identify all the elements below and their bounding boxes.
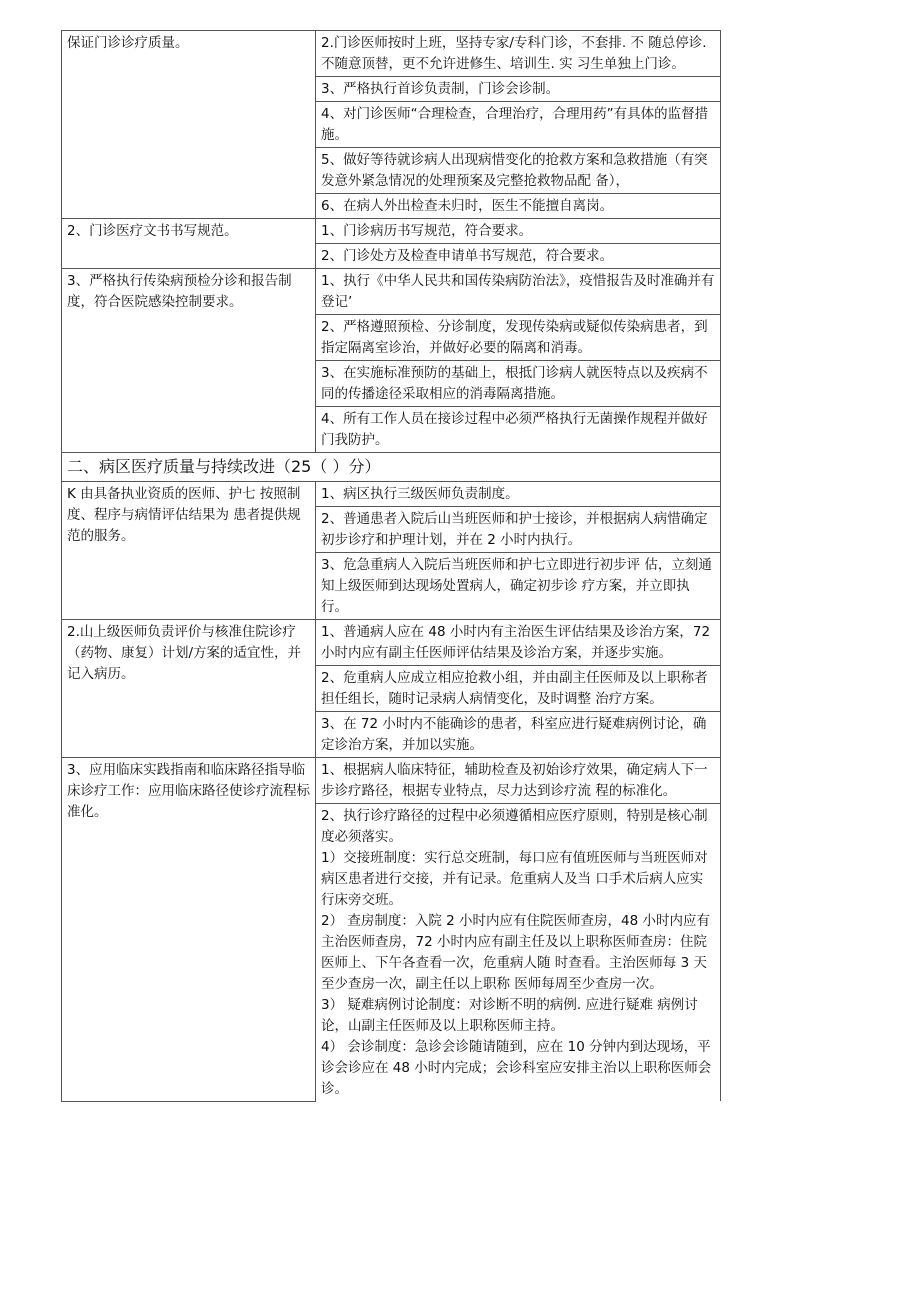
section-title: 二、病区医疗质量与持续改进（25（ ）分） bbox=[62, 453, 721, 482]
quality-standards-table bbox=[61, 30, 721, 1102]
requirement-cell: 3、严格执行传染病预检分诊和报告制度，符合医院感染控制要求。 bbox=[62, 269, 316, 453]
criterion-cell: 1、执行《中华人民共和国传染病防治法》，疫惜报告及时准确并有登记’ bbox=[316, 269, 721, 315]
criterion-cell: 2、危重病人应成立相应抢救小组，并由副主任医师及以上职称者担任组长，随时记录病人病情变化，及时调整 治疗方案。 bbox=[316, 666, 721, 712]
requirement-cell: 2、门诊医疗文书书写规范。 bbox=[62, 219, 316, 269]
table-row bbox=[62, 269, 721, 315]
criterion-cell: 3、在 72 小时内不能确诊的患者，科室应进行疑难病例讨论，确定诊治方案，并加以实施。 bbox=[316, 712, 721, 758]
criterion-cell: 1、根据病人临床特征，辅助检查及初始诊疗效果，确定病人下一步诊疗路径，根据专业特点，尽力达到诊疗流 程的标准化。 bbox=[316, 758, 721, 804]
requirement-cell: K 由具备执业资质的医师、护七 按照制度、程序与病情评估结果为 患者提供规范的服务。 bbox=[62, 482, 316, 620]
core-system-paragraph: 4） 会诊制度：急诊会诊随请随到，应在 10 分钟内到达现场，平诊会诊应在 48 小时内完成；会诊科室应安排主治以上职称医师会诊。 bbox=[321, 1039, 712, 1097]
requirement-cell: 保证门诊诊疗质量。 bbox=[62, 31, 316, 219]
requirement-cell: 2.山上级医师负责评价与核准住院诊疗（药物、康复）计划/方案的适宜性，并记入病历。 bbox=[62, 620, 316, 758]
core-system-paragraph: 2、执行诊疗路径的过程中必须遵循相应医疗原则，特别是核心制度必须落实。 bbox=[321, 808, 708, 845]
table-row bbox=[62, 219, 721, 244]
table-row bbox=[62, 482, 721, 507]
criterion-cell: 6、在病人外出检查未归时，医生不能擅自离岗。 bbox=[316, 194, 721, 219]
criterion-cell: 3、在实施标准预防的基础上，根抵门诊病人就医特点以及疾病不同的传播途径采取相应的消毒隔离措施。 bbox=[316, 361, 721, 407]
criterion-cell: 2.门诊医师按时上班，坚持专家/专科门诊，不套排. 不 随总停诊. 不随意顶替，更不允许进修生、培训生. 实 习生单独上门诊。 bbox=[316, 31, 721, 77]
criterion-cell: 2、门诊处方及检查申请单书写规范，符合要求。 bbox=[316, 244, 721, 269]
criterion-cell: 1、病区执行三级医师负责制度。 bbox=[316, 482, 721, 507]
document-sheet bbox=[61, 30, 721, 1102]
table-row bbox=[62, 758, 721, 804]
criterion-cell-core-systems bbox=[316, 804, 721, 1102]
table-row bbox=[62, 31, 721, 77]
requirement-cell: 3、应用临床实践指南和临床路径指导临床诊疗工作：应用临床路径使诊疗流程标准化。 bbox=[62, 758, 316, 1102]
criterion-cell: 2、严格遵照预检、分诊制度，发现传染病或疑似传染病患者，到指定隔离室诊治，并做好必要的隔离和消毒。 bbox=[316, 315, 721, 361]
criterion-cell: 3、严格执行首诊负责制，门诊会诊制。 bbox=[316, 77, 721, 102]
criterion-cell: 3、危急重病人入院后当班医师和护七立即进行初步评 估，立刻通知上级医师到达现场处置病人，确定初步诊 疗方案，并立即执行。 bbox=[316, 553, 721, 620]
criterion-cell: 4、所有工作人员在接诊过程中必须严格执行无菌操作规程并做好门我防护。 bbox=[316, 407, 721, 453]
core-system-paragraph: 2） 查房制度：入院 2 小时内应有住院医师查房，48 小时内应有主治医师查房，72 小时内应有副主任及以上职称医师查房：住院医师上、下午各查看一次，危重病人随 时查看。主治医师每 3 天至少查房一次，副主任以上职称 医师每周至少查房一次。 bbox=[321, 913, 711, 992]
criterion-cell: 1、门诊病历书写规范，符合要求。 bbox=[316, 219, 721, 244]
section-header-row bbox=[62, 453, 721, 482]
criterion-cell: 1、普通病人应在 48 小时内有主治医生评估结果及诊治方案，72 小时内应有副主任医师评估结果及诊治方案，并逐步实施。 bbox=[316, 620, 721, 666]
criterion-cell: 2、普通患者入院后山当班医师和护士接诊，并根据病人病惜确定初步诊疗和护理计划，并在 2 小时内执行。 bbox=[316, 507, 721, 553]
criterion-cell: 4、对门诊医师“合理检查，合理治疗，合理用药”有具体的监督措施。 bbox=[316, 102, 721, 148]
core-system-paragraph: 3） 疑难病例讨论制度：对诊断不明的病例. 应进行疑难 病例讨论，山副主任医师及以上职称医师主持。 bbox=[321, 997, 698, 1034]
table-row bbox=[62, 620, 721, 666]
criterion-cell: 5、做好等待就诊病人出现病惜变化的抢救方案和急救措施（有突发意外紧急情况的处理预案及完整抢救物品配 备）， bbox=[316, 148, 721, 194]
core-system-paragraph: 1）交接班制度：实行总交班制，每口应有值班医师与当班医师对病区患者进行交接，并有记录。危重病人及当 口手术后病人应实行床旁交班。 bbox=[321, 850, 708, 908]
